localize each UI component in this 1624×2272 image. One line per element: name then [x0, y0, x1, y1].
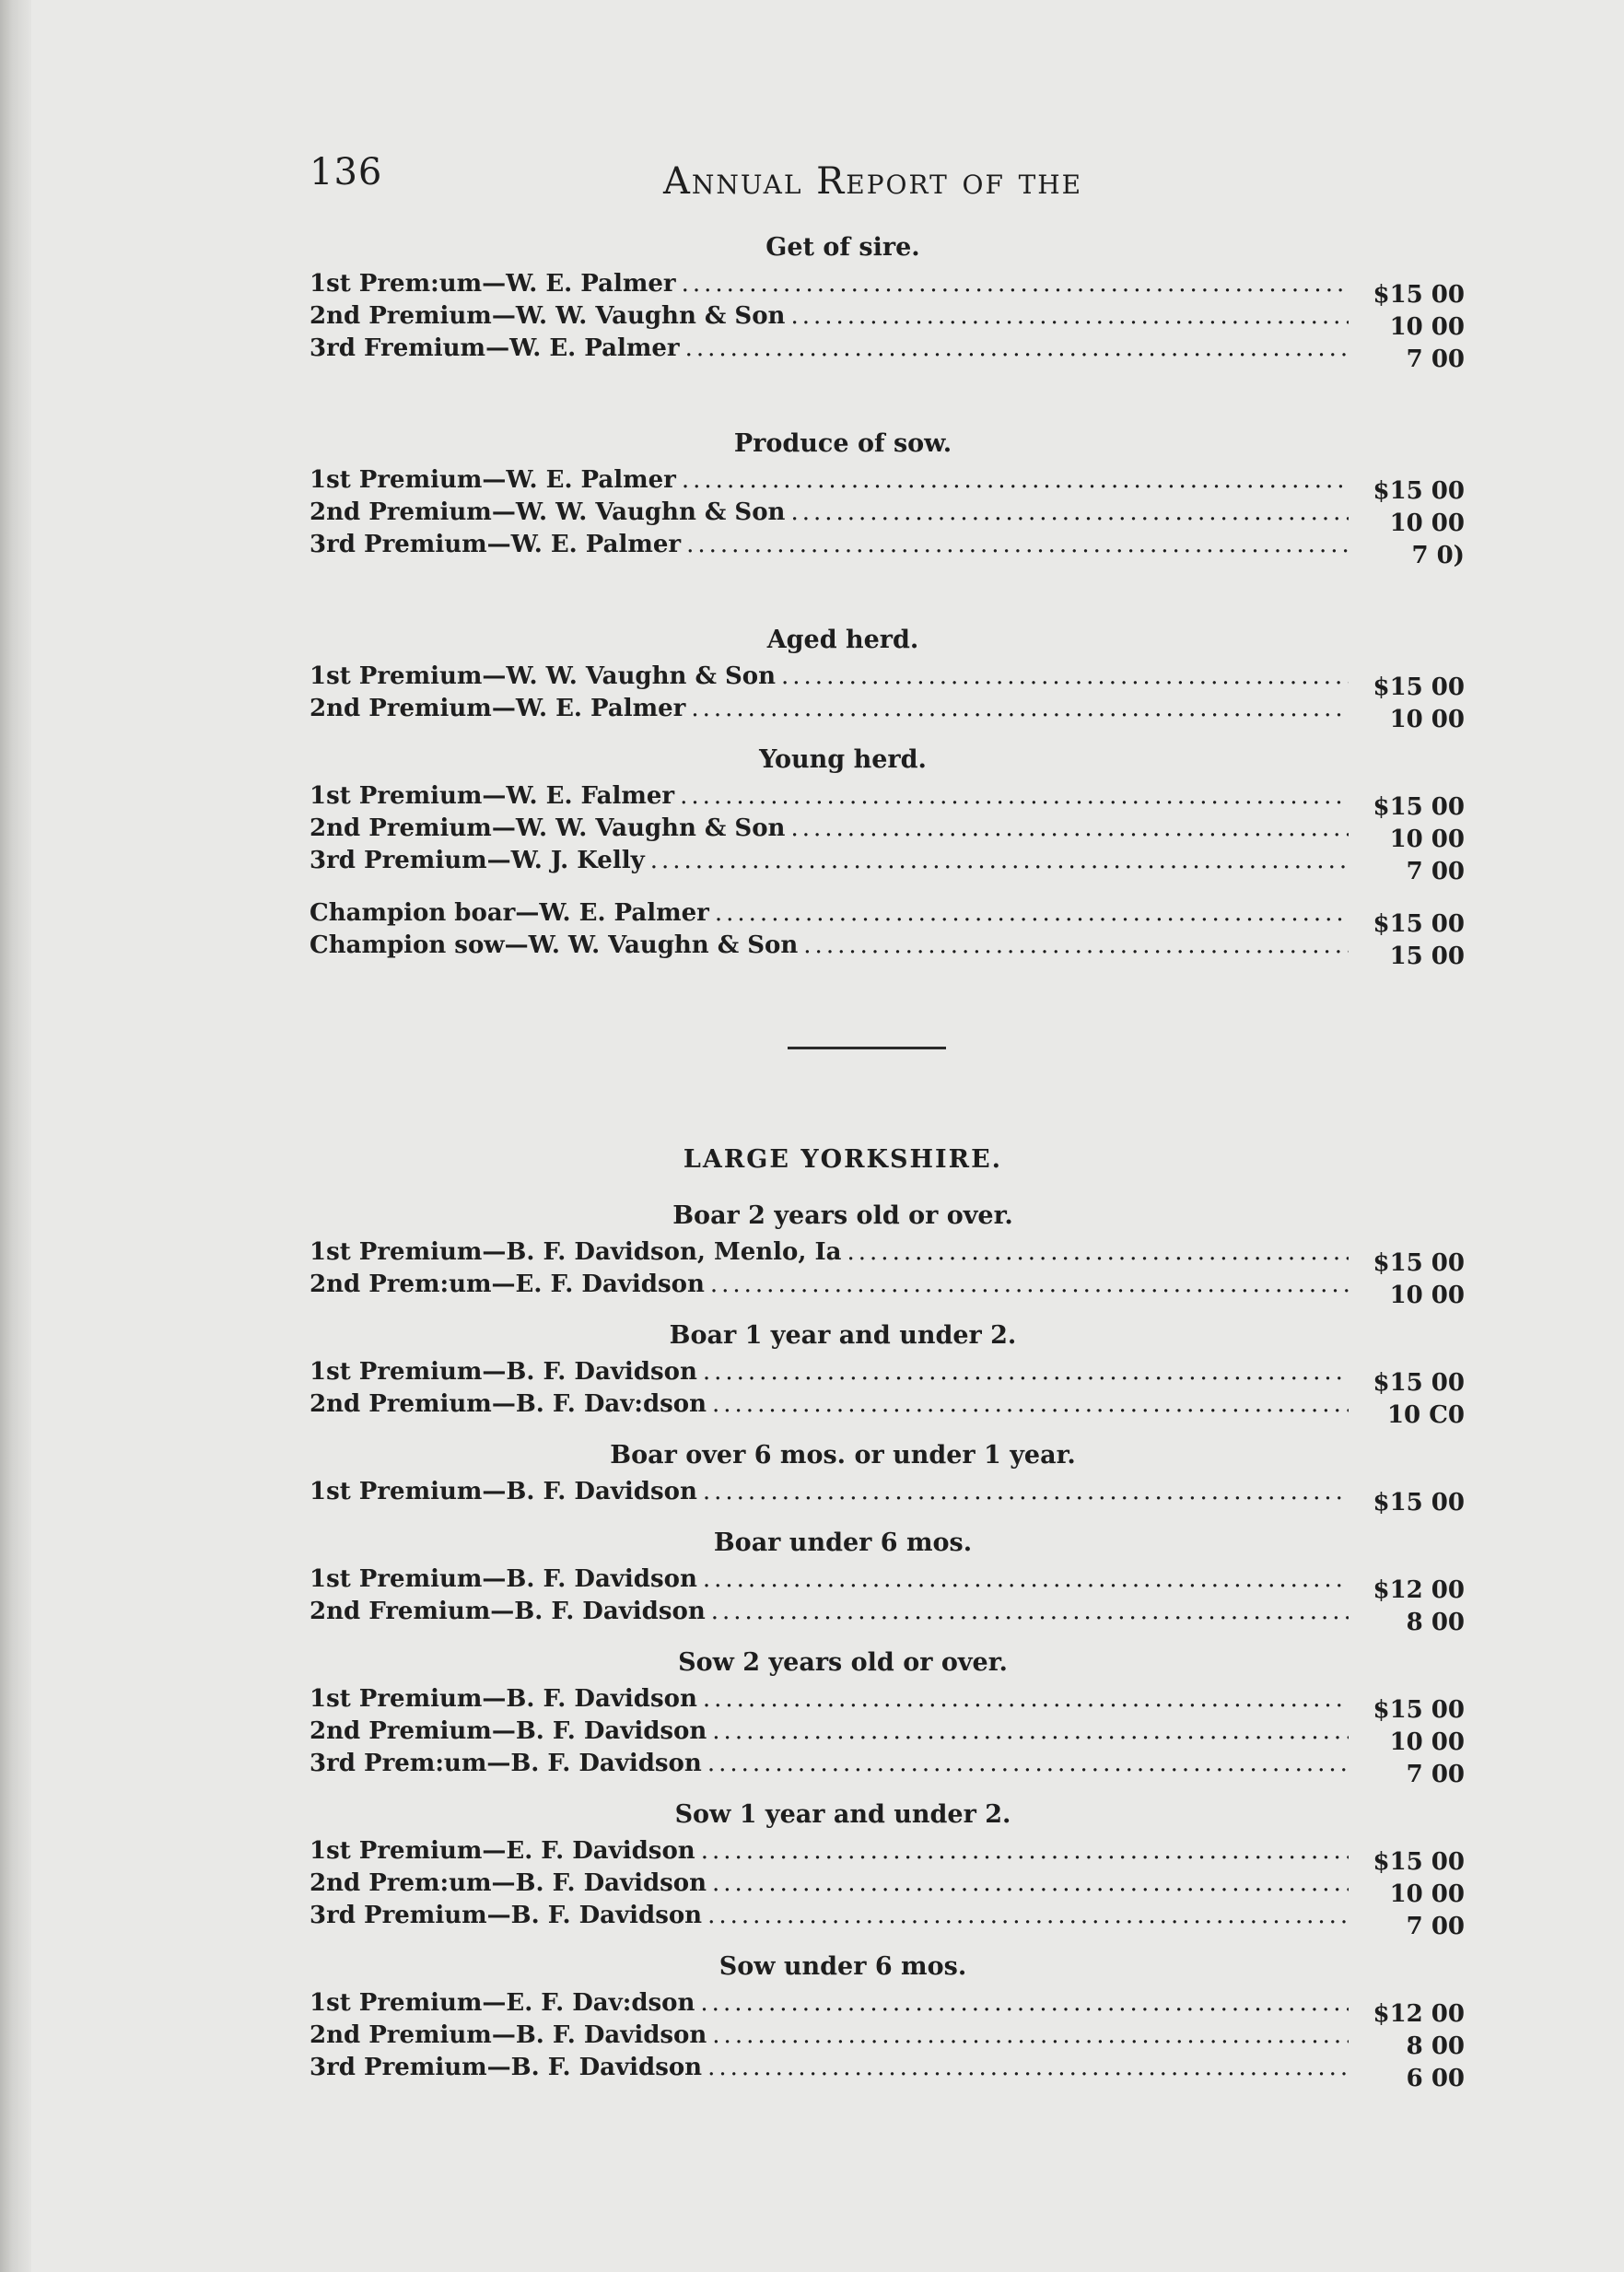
premium-row — [276, 927, 1465, 970]
dot-leader — [691, 695, 1349, 722]
document-page — [276, 147, 1465, 2230]
premium-row — [276, 1593, 1465, 1636]
premium-entry: 1st Premium—B. F. Davidson — [310, 1358, 697, 1386]
premium-amount: $15 00 — [1373, 1489, 1465, 1517]
spacer — [276, 1298, 1465, 1318]
dot-leader — [707, 1902, 1349, 1929]
premium-entry: 3rd Fremium—W. E. Palmer — [310, 334, 680, 362]
dot-leader — [712, 1717, 1349, 1745]
premium-amount: 10 00 — [1389, 706, 1465, 733]
premium-row — [276, 895, 1465, 938]
premium-row — [276, 494, 1465, 537]
premium-amount: $15 00 — [1373, 910, 1465, 938]
spacer — [276, 362, 1465, 427]
premium-row — [276, 842, 1465, 885]
premium-row — [276, 265, 1465, 309]
section-heading: Get of sire. — [765, 233, 920, 262]
premium-entry: 2nd Premium—W. W. Vaughn & Son — [310, 302, 786, 330]
premium-entry: 1st Premium—B. F. Davidson — [310, 1478, 697, 1505]
premium-entry: 3rd Premium—W. E. Palmer — [310, 531, 682, 558]
premium-entry: 1st Premium—B. F. Davidson — [310, 1565, 697, 1593]
premium-row — [276, 1833, 1465, 1876]
premium-entry: Champion sow—W. W. Vaughn & Son — [310, 931, 799, 959]
premium-entry: 2nd Prem:um—E. F. Davidson — [310, 1271, 705, 1298]
section-young-herd — [276, 743, 1465, 885]
dot-leader — [703, 1685, 1349, 1713]
premium-amount: 15 00 — [1389, 943, 1465, 970]
section-heading: Young herd. — [759, 745, 927, 774]
section-sow-under-6-mos — [276, 1950, 1465, 2092]
premium-entry: 2nd Premium—B. F. Dav:dson — [310, 1390, 707, 1418]
premium-row — [276, 1353, 1465, 1397]
dot-leader — [682, 270, 1349, 298]
premium-row — [276, 1234, 1465, 1277]
premium-amount: 10 00 — [1389, 826, 1465, 853]
premium-row — [276, 1745, 1465, 1788]
spacer — [276, 1625, 1465, 1645]
dot-leader — [790, 498, 1349, 526]
premium-row — [276, 1865, 1465, 1908]
section-get-of-sire — [276, 230, 1465, 373]
dot-leader — [682, 466, 1349, 494]
premium-entry: 1st Premium—W. E. Palmer — [310, 466, 676, 494]
premium-amount: $15 00 — [1373, 281, 1465, 309]
premium-amount: $15 00 — [1373, 673, 1465, 701]
premium-entry: 1st Premium—B. F. Davidson, Menlo, Ia — [310, 1238, 842, 1266]
page-header — [276, 147, 1465, 230]
dot-leader — [701, 1837, 1349, 1865]
section-produce-of-sow — [276, 427, 1465, 569]
premium-amount: $15 00 — [1373, 477, 1465, 505]
dot-leader — [781, 662, 1349, 690]
spacer — [276, 1178, 1465, 1199]
premium-amount: $15 00 — [1373, 793, 1465, 821]
premium-entry: 2nd Premium—W. W. Vaughn & Son — [310, 814, 786, 842]
premium-row — [276, 2017, 1465, 2060]
premium-row — [276, 1266, 1465, 1309]
premium-amount: 6 00 — [1406, 2065, 1465, 2092]
section-heading: Sow under 6 mos. — [719, 1952, 967, 1981]
premium-amount: $15 00 — [1373, 1249, 1465, 1277]
premium-entry: 1st Premium—E. F. Dav:dson — [310, 1989, 695, 2017]
section-sow-2-years — [276, 1645, 1465, 1788]
section-heading: Sow 2 years old or over. — [678, 1648, 1008, 1677]
premium-row — [276, 1985, 1465, 2028]
section-heading: Sow 1 year and under 2. — [674, 1800, 1011, 1829]
dot-leader — [650, 847, 1349, 874]
premium-row — [276, 1386, 1465, 1429]
premium-row — [276, 526, 1465, 569]
premium-entry: 2nd Prem:um—B. F. Davidson — [310, 1869, 707, 1897]
premium-row — [276, 690, 1465, 733]
section-heading: Boar 2 years old or over. — [672, 1201, 1013, 1230]
dot-leader — [790, 814, 1349, 842]
premium-amount: 10 00 — [1389, 313, 1465, 341]
dot-leader — [790, 302, 1349, 330]
dot-leader — [847, 1238, 1349, 1266]
premium-row — [276, 1681, 1465, 1724]
premium-amount: 10 00 — [1389, 1880, 1465, 1908]
premium-entry: 2nd Premium—B. F. Davidson — [310, 2021, 707, 2049]
section-heading: Boar under 6 mos. — [713, 1528, 973, 1557]
spacer — [276, 1777, 1465, 1798]
premium-amount: $12 00 — [1373, 1576, 1465, 1604]
dot-leader — [703, 1478, 1349, 1505]
section-boar-over-6-mos — [276, 1438, 1465, 1517]
premium-row — [276, 1473, 1465, 1517]
running-title: Annual Report of the — [663, 160, 1083, 203]
premium-amount: 7 00 — [1406, 1761, 1465, 1788]
spacer — [276, 1418, 1465, 1438]
section-champions — [276, 895, 1465, 970]
spacer — [276, 1929, 1465, 1950]
section-boar-2-years — [276, 1199, 1465, 1309]
premium-amount: 8 00 — [1406, 1609, 1465, 1636]
dot-leader — [710, 1271, 1349, 1298]
premium-amount: 7 00 — [1406, 858, 1465, 885]
premium-row — [276, 330, 1465, 373]
section-sow-1-year — [276, 1798, 1465, 1940]
premium-row — [276, 1897, 1465, 1940]
dot-leader — [711, 1598, 1349, 1625]
premium-entry: 2nd Premium—B. F. Davidson — [310, 1717, 707, 1745]
section-boar-1-year — [276, 1318, 1465, 1429]
premium-entry: 3rd Premium—B. F. Davidson — [310, 2054, 703, 2081]
dot-leader — [707, 2054, 1349, 2081]
spacer — [276, 1049, 1465, 1142]
premium-entry: 2nd Premium—W. E. Palmer — [310, 695, 686, 722]
premium-row — [276, 462, 1465, 505]
dot-leader — [803, 931, 1349, 959]
spacer — [276, 558, 1465, 623]
premium-amount: 8 00 — [1406, 2032, 1465, 2060]
section-heading: Boar 1 year and under 2. — [669, 1321, 1017, 1350]
spacer — [276, 722, 1465, 743]
premium-row — [276, 2049, 1465, 2092]
premium-entry: Champion boar—W. E. Palmer — [310, 899, 709, 927]
premium-entry: 2nd Premium—W. W. Vaughn & Son — [310, 498, 786, 526]
premium-row — [276, 658, 1465, 701]
premium-row — [276, 1713, 1465, 1756]
premium-amount: 7 0) — [1411, 542, 1465, 569]
section-boar-under-6-mos — [276, 1526, 1465, 1636]
spacer — [276, 959, 1465, 1047]
dot-leader — [703, 1358, 1349, 1386]
premium-row — [276, 298, 1465, 341]
premium-row — [276, 810, 1465, 853]
premium-amount: 7 00 — [1406, 345, 1465, 373]
page-number: 136 — [310, 151, 383, 193]
premium-row — [276, 778, 1465, 821]
premium-amount: 10 00 — [1389, 509, 1465, 537]
premium-amount: $12 00 — [1373, 2000, 1465, 2028]
premium-entry: 1st Premium—W. W. Vaughn & Son — [310, 662, 777, 690]
premium-row — [276, 1561, 1465, 1604]
premium-entry: 1st Premium—E. F. Davidson — [310, 1837, 695, 1865]
section-aged-herd — [276, 623, 1465, 733]
breed-heading: LARGE YORKSHIRE. — [683, 1145, 1003, 1174]
dot-leader — [703, 1565, 1349, 1593]
premium-amount: 10 C0 — [1386, 1401, 1465, 1429]
premium-entry: 2nd Fremium—B. F. Davidson — [310, 1598, 706, 1625]
spacer — [276, 874, 1465, 895]
premium-entry: 3rd Prem:um—B. F. Davidson — [310, 1750, 702, 1777]
premium-amount: $15 00 — [1373, 1369, 1465, 1397]
dot-leader — [707, 1750, 1349, 1777]
dot-leader — [686, 531, 1349, 558]
section-heading: Produce of sow. — [733, 429, 952, 458]
section-heading: Boar over 6 mos. or under 1 year. — [610, 1441, 1076, 1470]
premium-entry: 1st Prem:um—W. E. Palmer — [310, 270, 676, 298]
premium-entry: 1st Premium—B. F. Davidson — [310, 1685, 697, 1713]
dot-leader — [680, 782, 1349, 810]
premium-entry: 3rd Premium—B. F. Davidson — [310, 1902, 703, 1929]
premium-amount: $15 00 — [1373, 1848, 1465, 1876]
premium-amount: 7 00 — [1406, 1913, 1465, 1940]
dot-leader — [712, 1390, 1349, 1418]
premium-amount: $15 00 — [1373, 1696, 1465, 1724]
premium-amount: 10 00 — [1389, 1728, 1465, 1756]
dot-leader — [700, 1989, 1349, 2017]
premium-entry: 3rd Premium—W. J. Kelly — [310, 847, 645, 874]
dot-leader — [712, 2021, 1349, 2049]
spacer — [276, 1505, 1465, 1526]
premium-amount: 10 00 — [1389, 1282, 1465, 1309]
dot-leader — [715, 899, 1349, 927]
book-binding-edge — [0, 0, 31, 2272]
premium-entry: 1st Premium—W. E. Falmer — [310, 782, 675, 810]
dot-leader — [685, 334, 1349, 362]
section-heading: Aged herd. — [766, 626, 919, 654]
dot-leader — [712, 1869, 1349, 1897]
